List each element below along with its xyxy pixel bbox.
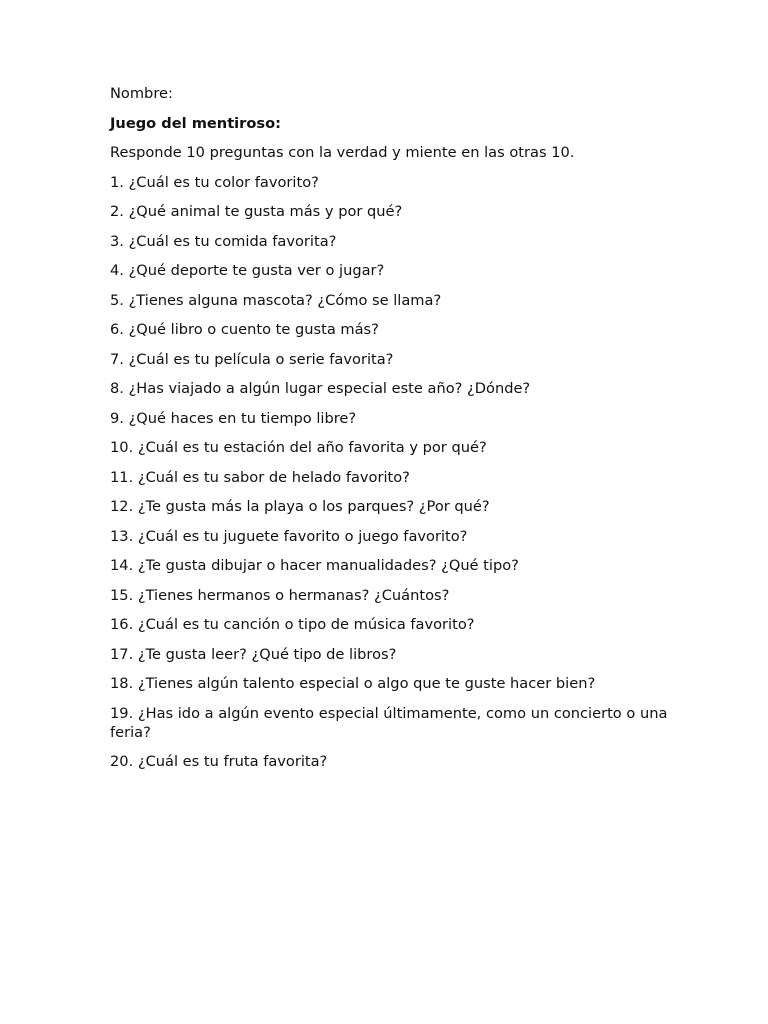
question-item: 8. ¿Has viajado a algún lugar especial este año? ¿Dónde? (110, 380, 531, 397)
question-item: 20. ¿Cuál es tu fruta favorita? (110, 753, 328, 770)
question-item: 19. ¿Has ido a algún evento especial últimamente, como un concierto o una feria? (110, 704, 668, 741)
question-item: 13. ¿Cuál es tu juguete favorito o juego favorito? (110, 527, 468, 545)
question-item: 12. ¿Te gusta más la playa o los parques? ¿Por qué? (110, 498, 490, 515)
document-page (110, 84, 670, 782)
question-item: 11. ¿Cuál es tu sabor de helado favorito? (110, 468, 410, 486)
question-item: 1. ¿Cuál es tu color favorito? (110, 173, 319, 191)
question-item: 9. ¿Qué haces en tu tiempo libre? (110, 409, 357, 427)
question-item: 18. ¿Tienes algún talento especial o algo que te guste hacer bien? (110, 675, 596, 692)
question-item: 7. ¿Cuál es tu película o serie favorita? (110, 350, 394, 368)
question-item: 17. ¿Te gusta leer? ¿Qué tipo de libros? (110, 645, 397, 663)
question-item: 2. ¿Qué animal te gusta más y por qué? (110, 203, 403, 220)
name-label: Nombre: (110, 85, 173, 102)
instructions: Responde 10 preguntas con la verdad y miente en las otras 10. (110, 144, 575, 161)
question-item: 16. ¿Cuál es tu canción o tipo de música favorito? (110, 616, 475, 633)
question-item: 14. ¿Te gusta dibujar o hacer manualidades? ¿Qué tipo? (110, 557, 519, 574)
question-item: 15. ¿Tienes hermanos o hermanas? ¿Cuántos? (110, 586, 450, 604)
question-item: 3. ¿Cuál es tu comida favorita? (110, 232, 337, 250)
question-item: 5. ¿Tienes alguna mascota? ¿Cómo se llama? (110, 291, 442, 309)
question-item: 4. ¿Qué deporte te gusta ver o jugar? (110, 262, 385, 279)
question-item: 6. ¿Qué libro o cuento te gusta más? (110, 321, 379, 338)
question-item: 10. ¿Cuál es tu estación del año favorita y por qué? (110, 439, 487, 456)
document-title: Juego del mentiroso: (110, 114, 281, 132)
question-list (110, 173, 670, 772)
